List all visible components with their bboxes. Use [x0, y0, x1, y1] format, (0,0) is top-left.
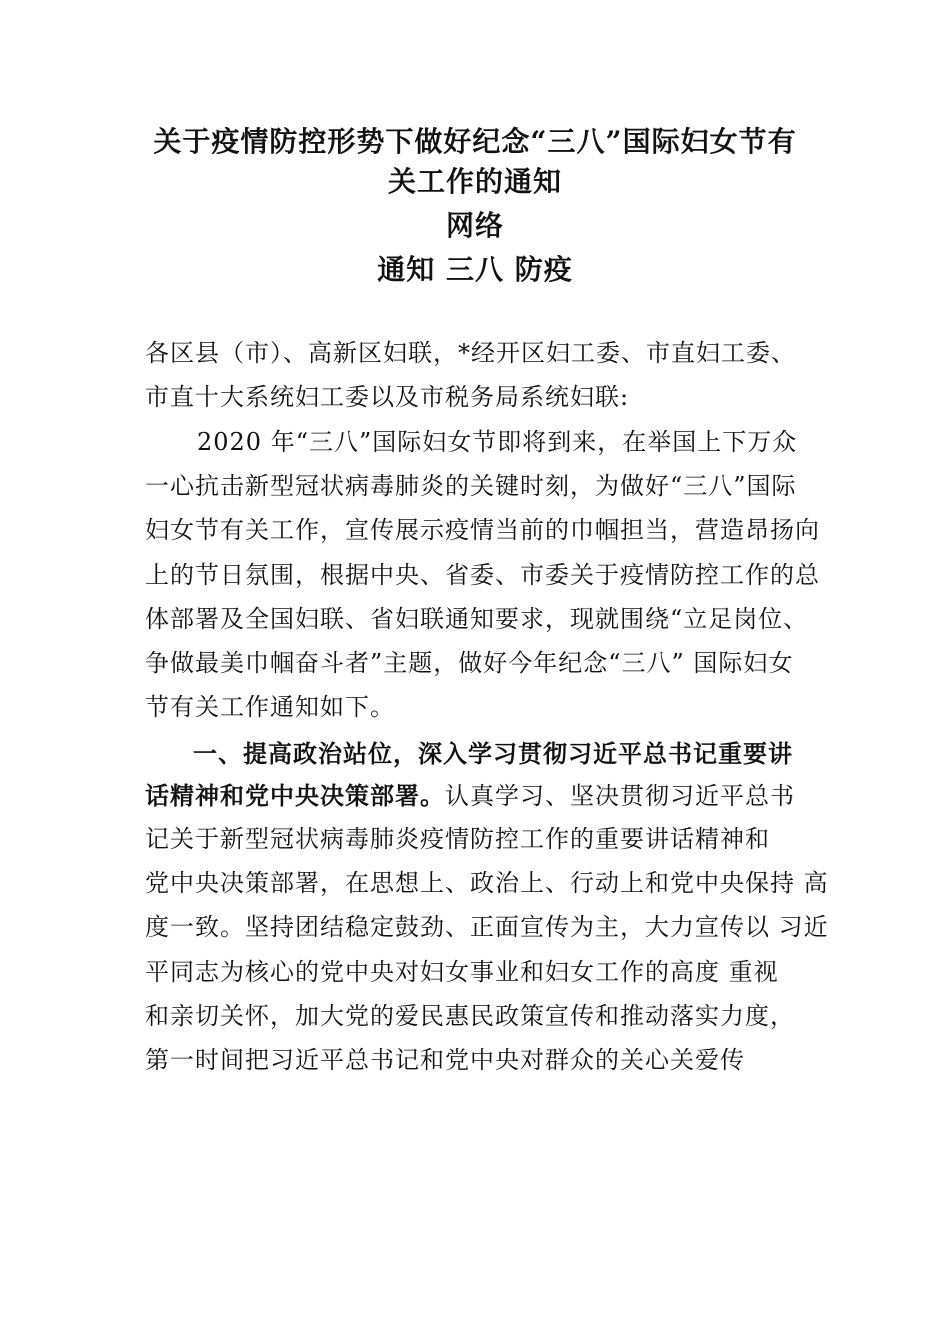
document-title-line-2: 关工作的通知: [387, 165, 562, 198]
addressee-line-1: 各区县（市）、高新区妇联，*经开区妇工委、市直妇工委、: [145, 339, 796, 367]
paragraph-1-line-1: 2020 年“三八”国际妇女节即将到来，在举国上下万众: [197, 428, 798, 456]
section-1-text-start: 认真学习、坚决贯彻习近平总书: [445, 782, 795, 810]
paragraph-1-line-4: 上的节日氛围，根据中央、省委、市委关于疫情防控工作的总: [145, 561, 820, 589]
section-1-heading-text: 一、提高政治站位，深入学习贯彻习近平总书记重要讲: [193, 739, 793, 768]
document-keywords: 通知 三八 防疫: [377, 253, 573, 286]
section-1-line-1: [145, 779, 825, 813]
section-1-line-3: 党中央决策部署，在思想上、政治上、行动上和党中央保持 高: [145, 869, 829, 897]
section-1-heading-line-1: [193, 737, 873, 771]
document-source: 网络: [445, 209, 504, 242]
document-title-line-1: 关于疫情防控形势下做好纪念“三八”国际妇女节有: [153, 125, 797, 158]
section-1-heading-end: 话精神和党中央决策部署。: [145, 781, 445, 810]
paragraph-1-line-5: 体部署及全国妇联、省妇联通知要求，现就围绕“立足岗位、: [145, 605, 809, 633]
section-1-line-6: 和亲切关怀，加大党的爱民惠民政策宣传和推动落实力度，: [145, 1002, 795, 1030]
paragraph-1-line-2: 一心抗击新型冠状病毒肺炎的关键时刻，为做好“三八”国际: [145, 472, 797, 500]
addressee-line-2: 市直十大系统妇工委以及市税务局系统妇联:: [145, 383, 630, 411]
paragraph-1-line-3: 妇女节有关工作，宣传展示疫情当前的巾帼担当，营造昂扬向: [145, 516, 820, 544]
section-1-line-2: 记关于新型冠状病毒肺炎疫情防控工作的重要讲话精神和: [145, 825, 770, 853]
section-1-line-5: 平同志为核心的党中央对妇女事业和妇女工作的高度 重视: [145, 958, 779, 986]
paragraph-1-line-6: 争做最美巾帼奋斗者”主题，做好今年纪念“三八” 国际妇女: [145, 649, 794, 677]
section-1-line-4: 度一致。坚持团结稳定鼓劲、正面宣传为主，大力宣传以 习近: [145, 913, 829, 941]
section-1-line-7: 第一时间把习近平总书记和党中央对群众的关心关爱传: [145, 1046, 745, 1074]
paragraph-1-line-7: 节有关工作通知如下。: [145, 693, 395, 721]
